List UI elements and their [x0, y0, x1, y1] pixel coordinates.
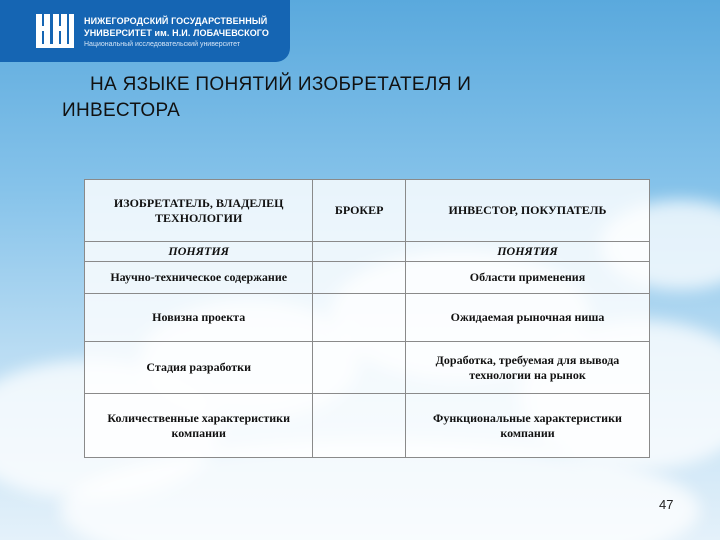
table-row [85, 342, 650, 394]
table-cell: Новизна проекта [85, 294, 313, 342]
university-name [84, 15, 269, 39]
subheader-cell-investor: ПОНЯТИЯ [405, 242, 649, 262]
subheader-cell-broker [313, 242, 406, 262]
table-cell: Функциональные характеристики компании [405, 394, 649, 458]
table-cell: Ожидаемая рыночная ниша [405, 294, 649, 342]
table-cell: Области применения [405, 262, 649, 294]
table-subheader-row [85, 242, 650, 262]
slide-title-line2: ИНВЕСТОРА [62, 100, 181, 121]
table-cell [313, 342, 406, 394]
table-cell: Научно-техническое содержание [85, 262, 313, 294]
header-cell-broker: БРОКЕР [313, 180, 406, 242]
university-header [0, 0, 290, 62]
university-name-line1: НИЖЕГОРОДСКИЙ ГОСУДАРСТВЕННЫЙ [84, 16, 268, 26]
table-cell: Количественные характеристики компании [85, 394, 313, 458]
header-cell-inventor: ИЗОБРЕТАТЕЛЬ, ВЛАДЕЛЕЦ ТЕХНОЛОГИИ [85, 180, 313, 242]
university-name-line2: УНИВЕРСИТЕТ им. Н.И. ЛОБАЧЕВСКОГО [84, 28, 269, 38]
subheader-cell-inventor: ПОНЯТИЯ [85, 242, 313, 262]
page-number: 47 [659, 497, 674, 512]
slide-title [62, 72, 622, 124]
table-cell: Доработка, требуемая для вывода технологии на рынок [405, 342, 649, 394]
university-subtitle: Национальный исследовательский университет [84, 41, 241, 48]
table-cell [313, 294, 406, 342]
university-logo-icon [34, 10, 76, 52]
table-row [85, 394, 650, 458]
slide-title-line1: НА ЯЗЫКЕ ПОНЯТИЙ ИЗОБРЕТАТЕЛЯ И [90, 74, 472, 95]
table-cell: Стадия разработки [85, 342, 313, 394]
concepts-table [84, 179, 650, 458]
table-cell [313, 394, 406, 458]
header-cell-investor: ИНВЕСТОР, ПОКУПАТЕЛЬ [405, 180, 649, 242]
table-header-row [85, 180, 650, 242]
table-row [85, 262, 650, 294]
table-row [85, 294, 650, 342]
table-cell [313, 262, 406, 294]
